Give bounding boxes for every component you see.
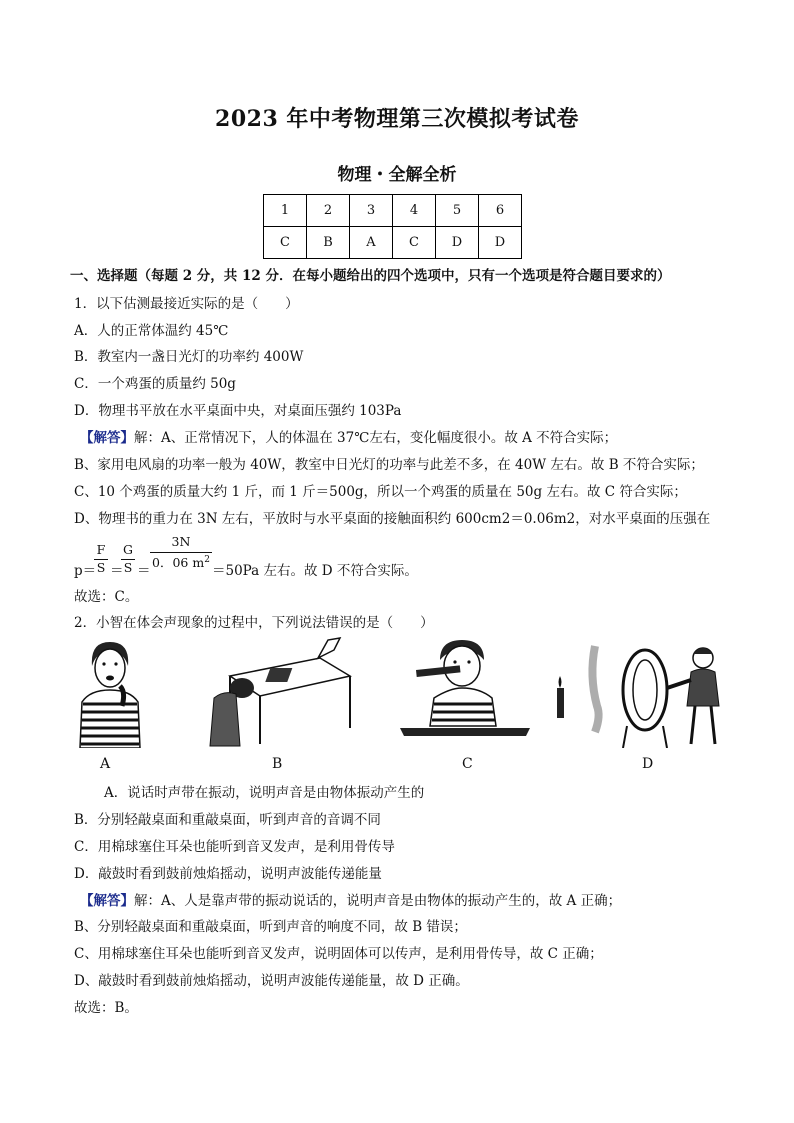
formula-tail: ＝50Pa 左右。故 D 不符合实际。 (212, 563, 418, 579)
q1-analysis-line-1 (80, 429, 617, 447)
answer-letter-cell: C (264, 227, 307, 259)
question-2-stem: 2．小智在体会声现象的过程中，下列说法错误的是（ ） (74, 615, 434, 631)
answer-letter-cell: C (393, 227, 436, 259)
section-heading: 一、选择题（每题 2 分，共 12 分．在每小题给出的四个选项中，只有一个选项是符合题目要求的） (70, 268, 671, 284)
fraction-denominator: S (94, 559, 108, 575)
q2-analysis-line-4: D、敲鼓时看到鼓前烛焰摇动，说明声波能传递能量，故 D 正确。 (74, 973, 469, 989)
fraction-numerator: 3N (171, 534, 191, 549)
equals-sign: ＝ (110, 563, 124, 579)
q2-analysis-line-1 (80, 892, 621, 910)
q2-analysis-text-1: 解：A、人是靠声带的振动说话的，说明声音是由物体的振动产生的，故 A 正确； (134, 893, 622, 909)
answer-number-cell: 2 (307, 195, 350, 227)
question-1-stem: 1．以下估测最接近实际的是（ ） (74, 296, 299, 312)
figure-b-ear-on-table-image (200, 636, 360, 748)
area-exponent: 2 (204, 554, 210, 565)
figure-label-a: A (100, 756, 111, 772)
fraction-denominator (150, 552, 212, 571)
q1-analysis-line-4: D、物理书的重力在 3N 左右，平放时与水平桌面的接触面积约 600cm2＝0.06m2，对水平桌面的压强在 (74, 511, 711, 527)
q1-analysis-line-2: B、家用电风扇的功率一般为 40W，教室中日光灯的功率与此差不多，在 40W 左右。故 B 不符合实际； (74, 457, 704, 473)
figure-c-bone-conduction-image (400, 636, 530, 748)
q2-analysis-line-3: C、用棉球塞住耳朵也能听到音叉发声，说明固体可以传声，是利用骨传导，故 C 正确； (74, 946, 603, 962)
q1-analysis-line-3: C、10 个鸡蛋的质量大约 1 斤，而 1 斤＝500g，所以一个鸡蛋的质量在 50g 左右。故 C 符合实际； (74, 484, 687, 500)
q2-option-a: A．说话时声带在振动，说明声音是由物体振动产生的 (104, 785, 425, 801)
fraction-g-over-s (121, 542, 135, 575)
q1-option-a: A．人的正常体温约 45℃ (74, 323, 229, 339)
answer-number-cell: 5 (436, 195, 479, 227)
answer-letter-cell: D (479, 227, 522, 259)
figure-a-girl-speaking-image (70, 636, 150, 748)
answer-table-answer-row (264, 227, 522, 259)
answer-table (263, 194, 522, 259)
q2-analysis-line-2: B、分别轻敲桌面和重敲桌面，听到声音的响度不同，故 B 错误； (74, 919, 467, 935)
q2-option-c: C．用棉球塞住耳朵也能听到音叉发声，是利用骨传导 (74, 839, 395, 855)
q2-option-b: B．分别轻敲桌面和重敲桌面，听到声音的音调不同 (74, 812, 381, 828)
q1-option-b: B．教室内一盏日光灯的功率约 400W (74, 349, 304, 365)
answer-letter-cell: D (436, 227, 479, 259)
analysis-tag: 【解答】 (80, 893, 134, 909)
formula-lhs: p＝ (74, 563, 97, 579)
fraction-numerator: F (96, 542, 106, 557)
q2-answer: 故选：B。 (74, 1000, 138, 1016)
answer-number-cell: 3 (350, 195, 393, 227)
q1-option-c: C．一个鸡蛋的质量约 50g (74, 376, 236, 392)
area-value: 0．06 m (152, 555, 205, 570)
answer-letter-cell: B (307, 227, 350, 259)
q2-option-d: D．敲鼓时看到鼓前烛焰摇动，说明声波能传递能量 (74, 866, 382, 882)
answer-table-number-row (264, 195, 522, 227)
exam-subtitle: 物理・全解全析 (337, 165, 457, 185)
fraction-3n-over-area (150, 534, 212, 571)
fraction-f-over-s (94, 542, 108, 575)
q1-option-d: D．物理书平放在水平桌面中央，对桌面压强约 103Pa (74, 403, 402, 419)
sound-experiment-figures (70, 636, 730, 772)
answer-letter-cell: A (350, 227, 393, 259)
q1-answer: 故选：C。 (74, 589, 139, 605)
fraction-numerator: G (123, 542, 133, 557)
equals-sign: ＝ (137, 563, 151, 579)
exam-title: 2023 年中考物理第三次模拟考试卷 (215, 106, 579, 132)
q1-analysis-text-1: 解：A、正常情况下，人的体温在 37℃左右，变化幅度很小。故 A 不符合实际； (134, 430, 618, 446)
figure-label-d: D (642, 756, 654, 772)
figure-label-c: C (462, 756, 473, 772)
figure-label-b: B (272, 756, 283, 772)
answer-number-cell: 4 (393, 195, 436, 227)
analysis-tag: 【解答】 (80, 430, 134, 446)
answer-number-cell: 1 (264, 195, 307, 227)
fraction-denominator: S (121, 559, 135, 575)
figure-d-drum-candle-image (555, 636, 730, 748)
answer-number-cell: 6 (479, 195, 522, 227)
